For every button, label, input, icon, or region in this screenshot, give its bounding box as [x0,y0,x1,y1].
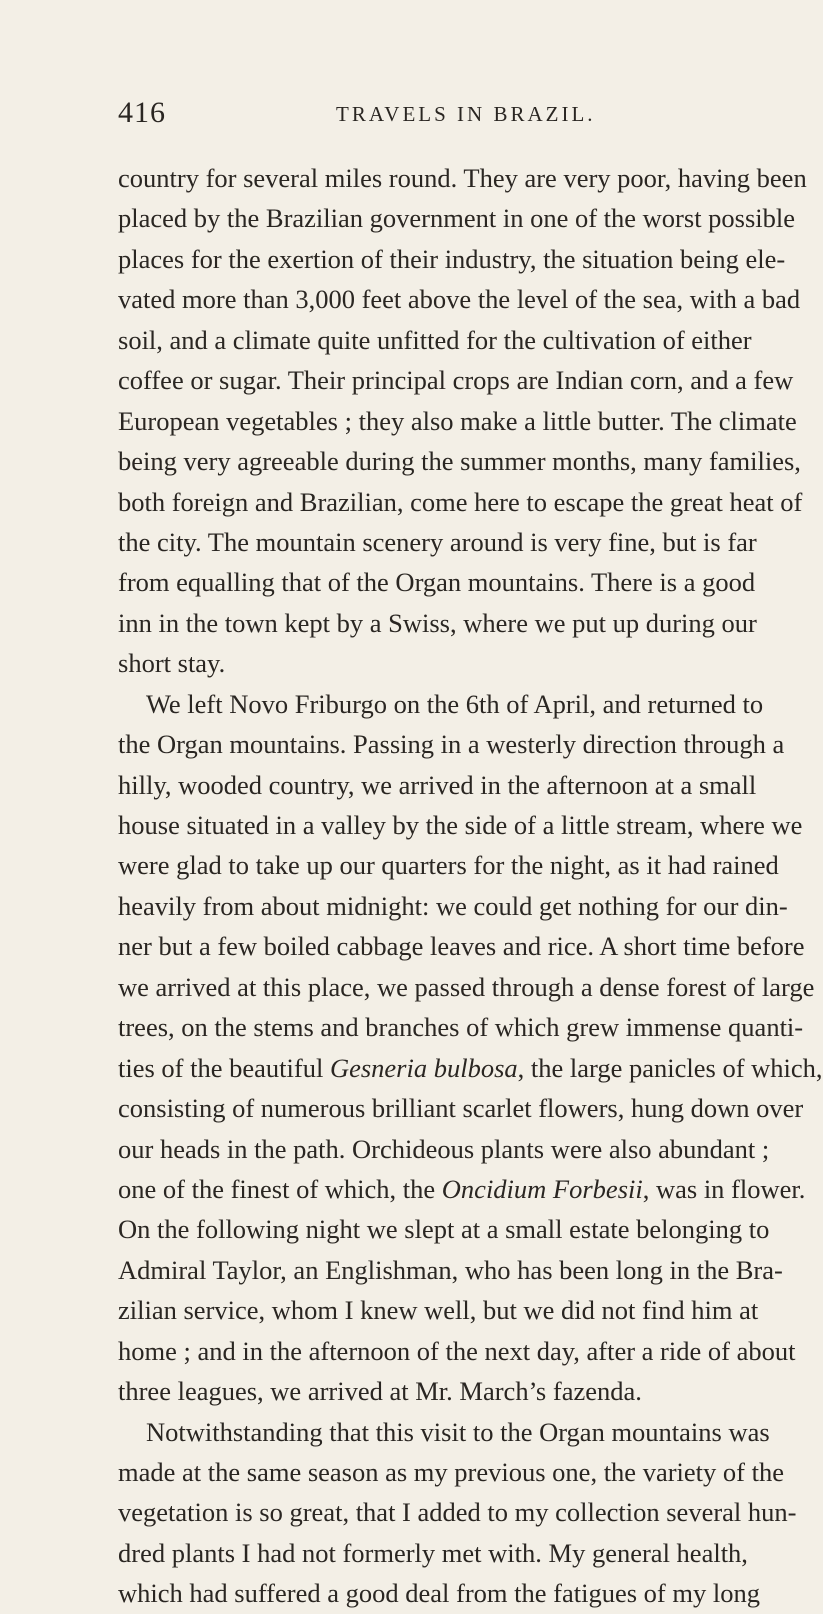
text-line [118,967,815,1007]
text-line [118,441,801,481]
text-segment: placed by the Brazilian government in one of the worst possible [118,203,796,234]
text-segment: places for the exertion of their industry, the situation being ele- [118,243,786,274]
text-line [118,562,756,602]
text-line [118,401,797,441]
italic-text: Gesneria bulbosa [329,1052,518,1083]
text-segment: one of the finest of which, the [118,1173,442,1204]
text-line [118,1452,784,1492]
body-text [118,158,823,1614]
text-line [118,643,681,683]
text-line [118,1048,823,1088]
text-segment: vated more than 3,000 feet above the level of the sea, with a bad [118,284,801,315]
text-segment: home ; and in the afternoon of the next day, after a ride of about [118,1335,796,1366]
text-segment: heavily from about midnight: we could get nothing for our din- [118,890,788,921]
text-line [118,360,794,400]
text-segment: were glad to take up our quarters for the night, as it had rained [118,850,779,881]
text-line [118,320,752,360]
text-line [118,1088,804,1128]
text-line [118,845,779,885]
text-segment: dred plants I had not formerly met with. My general health, [118,1537,748,1568]
text-line [118,279,801,319]
text-line [118,684,764,724]
text-line [118,1250,783,1290]
text-segment: On the following night we slept at a small estate belonging to [118,1214,770,1245]
text-segment: our heads in the path. Orchideous plants were also abundant ; [118,1133,770,1164]
text-segment: vegetation is so great, that I added to my collection several hun- [118,1497,797,1528]
text-line [118,158,807,198]
text-line [118,805,803,845]
text-line [118,765,757,805]
text-segment: inn in the town kept by a Swiss, where we put up during our [118,607,757,638]
text-line [118,1169,806,1209]
text-segment: three leagues, we arrived at Mr. March’s fazenda. [118,1376,642,1407]
text-segment: short stay. [118,648,226,679]
text-line [118,603,757,643]
text-segment: ner but a few boiled cabbage leaves and rice. A short time before [118,931,805,962]
page-header [118,96,678,136]
text-segment: soil, and a climate quite unfitted for the cultivation of either [118,324,752,355]
text-segment: both foreign and Brazilian, come here to escape the great heat of [118,486,803,517]
text-segment: coffee or sugar. Their principal crops are Indian corn, and a few [118,365,794,396]
text-line [118,1492,797,1532]
text-line [118,1129,770,1169]
text-line [118,886,788,926]
text-segment: from equalling that of the Organ mountains. There is a good [118,567,756,598]
running-head: TRAVELS IN BRAZIL. [336,102,596,126]
text-segment: made at the same season as my previous one, the variety of the [118,1457,784,1487]
text-line [118,239,786,279]
text-line [118,1371,681,1411]
text-segment: ties of the beautiful [118,1052,330,1083]
italic-text: Oncidium Forbesii [441,1173,643,1204]
text-line [118,1533,748,1573]
text-line [118,482,803,522]
text-segment: hilly, wooded country, we arrived in the afternoon at a small [118,769,757,800]
text-segment: We left Novo Friburgo on the 6th of April, and returned to [146,688,764,719]
text-segment: Notwithstanding that this visit to the Organ mountains was [146,1416,770,1447]
text-segment: Admiral Taylor, an Englishman, who has been long in the Bra- [118,1254,783,1285]
text-line [118,1331,796,1371]
text-segment: , was in flower. [642,1173,806,1204]
text-line [118,522,757,562]
text-line [118,926,805,966]
text-segment: European vegetables ; they also make a little butter. The climate [118,405,797,436]
text-line [118,198,796,238]
text-segment: consisting of numerous brilliant scarlet flowers, hung down over [118,1093,804,1124]
text-segment: the Organ mountains. Passing in a westerly direction through a [118,729,785,760]
text-line [118,1412,770,1452]
text-line [118,1209,770,1249]
text-segment: being very agreeable during the summer months, many families, [118,446,801,477]
text-line [118,1007,804,1047]
text-line [118,1573,760,1613]
text-line [118,724,785,764]
text-segment: which had suffered a good deal from the fatigues of my long [118,1578,760,1609]
page-number: 416 [118,96,166,129]
text-segment: we arrived at this place, we passed through a dense forest of large [118,971,815,1002]
text-segment: house situated in a valley by the side of a little stream, where we [118,810,803,840]
text-segment: , the large panicles of which, [517,1052,823,1083]
text-segment: zilian service, whom I knew well, but we did not find him at [118,1295,759,1326]
text-segment: the city. The mountain scenery around is very fine, but is far [118,526,757,557]
text-segment: country for several miles round. They are very poor, having been [118,163,807,193]
text-line [118,1290,759,1330]
text-segment: trees, on the stems and branches of which grew immense quanti- [118,1012,804,1043]
